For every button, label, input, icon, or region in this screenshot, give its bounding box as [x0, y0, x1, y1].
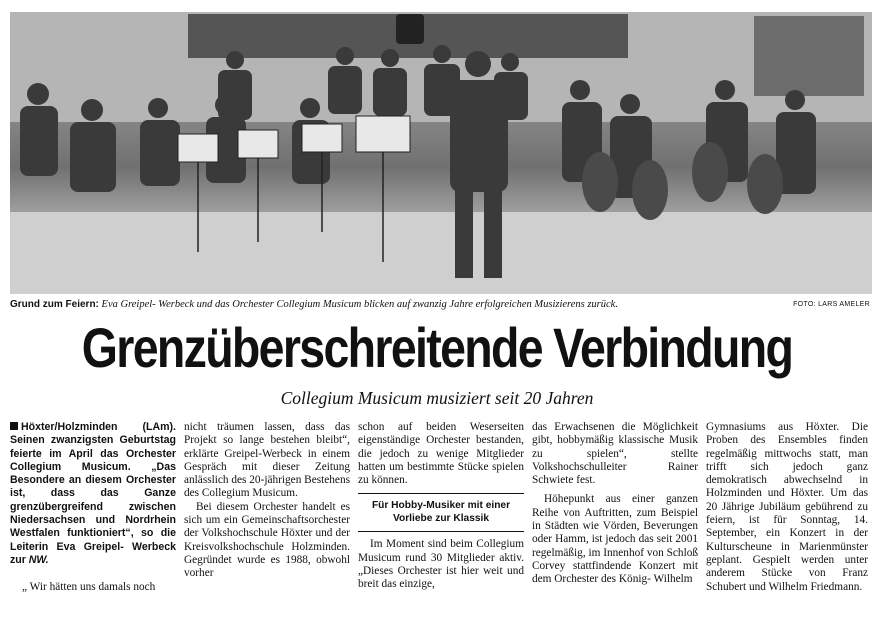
- lead-paper-name: NW.: [28, 553, 49, 566]
- article-column-1: [10, 421, 176, 595]
- article-subhead: Collegium Musicum musiziert seit 20 Jahren: [280, 388, 594, 408]
- photo-credit: FOTO: LARS AMELER: [793, 301, 870, 308]
- orchestra-photo: [10, 12, 872, 294]
- column-1-paragraph-2: „ Wir hätten uns damals noch: [22, 581, 156, 594]
- column-5-paragraph-1: Gymnasiums aus Höxter. Die Proben des Ensembles finden regelmäßig mittwochs statt, man trifft sich jedoch ganz demokratisch abwechselnd in Holzminden und Höxter. Um das 20 Jährige Jubiläum gebührend zu feiern, ist für Sonntag, 14. September, ein Konzert in der Kulturscheune in Marienmünster geplant. Gespielt werden unter anderem Stücke von Franz Schubert und Wilhelm Friedmann.: [706, 421, 868, 593]
- article-column-4: [532, 421, 698, 587]
- photo-caption: [10, 297, 872, 313]
- column-3-paragraph-1: schon auf beiden Weserseiten eigenständige Orchester bestanden, die jedoch zu wenige Mitglieder hatten um bestimmte Stücke spielen zu können.: [358, 421, 524, 487]
- caption-text: Eva Greipel- Werbeck und das Orchester Collegium Musicum blicken auf zwanzig Jahre erfolgreichen Musizierens zurück.: [101, 299, 618, 310]
- column-2-paragraph-2: Bei diesem Orchester handelt es sich um ein Gemeinschaftsorchester der Volkshochschule Höxter und der Kreisvolkshochschule Holzminden. Gegründet wurde es 1988, obwohl vorher: [184, 500, 350, 580]
- column-2-paragraph-1: nicht träumen lassen, dass das Projekt so lange bestehen bleibt“, erklärte Greipel-Werbeck in einem Gespräch mit dieser Zeitung anlässlich des 20-jährigen Bestehens des Collegium Musicum.: [184, 421, 350, 500]
- article-column-5: [706, 421, 868, 594]
- bullet-icon: [10, 422, 18, 430]
- article-column-3: [358, 421, 524, 592]
- lead-text: Höxter/Holzminden (LAm). Seinen zwanzigsten Geburtstag feierte im April das Orchester Collegium Musicum. „Das Besondere an diesem Orchester ist, dass das Ganze grenzübergreifend zwischen Niedersachsen und Nordrhein Westfalen funktioniert“, so die Leiterin Eva Greipel- Werbeck zur: [10, 421, 176, 566]
- column-4-paragraph-2: Höhepunkt aus einer ganzen Reihe von Auftritten, zum Beispiel in Städten wie Vörden, Beverungen oder Hamm, ist jedoch das seit 2001 regelmäßig, im Innenhof von Schloß Corvey stattfindende Konzert mit dem Orchester des König- Wilhelm: [532, 493, 698, 586]
- article-column-2: [184, 421, 350, 581]
- caption-lead: Grund zum Feiern:: [10, 299, 99, 310]
- column-1-lead-paragraph: [10, 421, 176, 567]
- column-3-subheading: Für Hobby-Musiker mit einer Vorliebe zur Klassik: [358, 493, 524, 532]
- article-headline: Grenzüberschreitende Verbindung: [81, 316, 793, 379]
- column-3-paragraph-2: Im Moment sind beim Collegium Musicum rund 30 Mitglieder aktiv. „Dieses Orchester ist hier weit und breit das einzige,: [358, 538, 524, 591]
- column-4-paragraph-1: das Erwachsenen die Möglichkeit gibt, hobbymäßig klassische Musik zu spielen“, stellte Volkshochschulleiter Rainer Schwiete fest.: [532, 421, 698, 487]
- orchestra-photo-illustration: [10, 12, 872, 294]
